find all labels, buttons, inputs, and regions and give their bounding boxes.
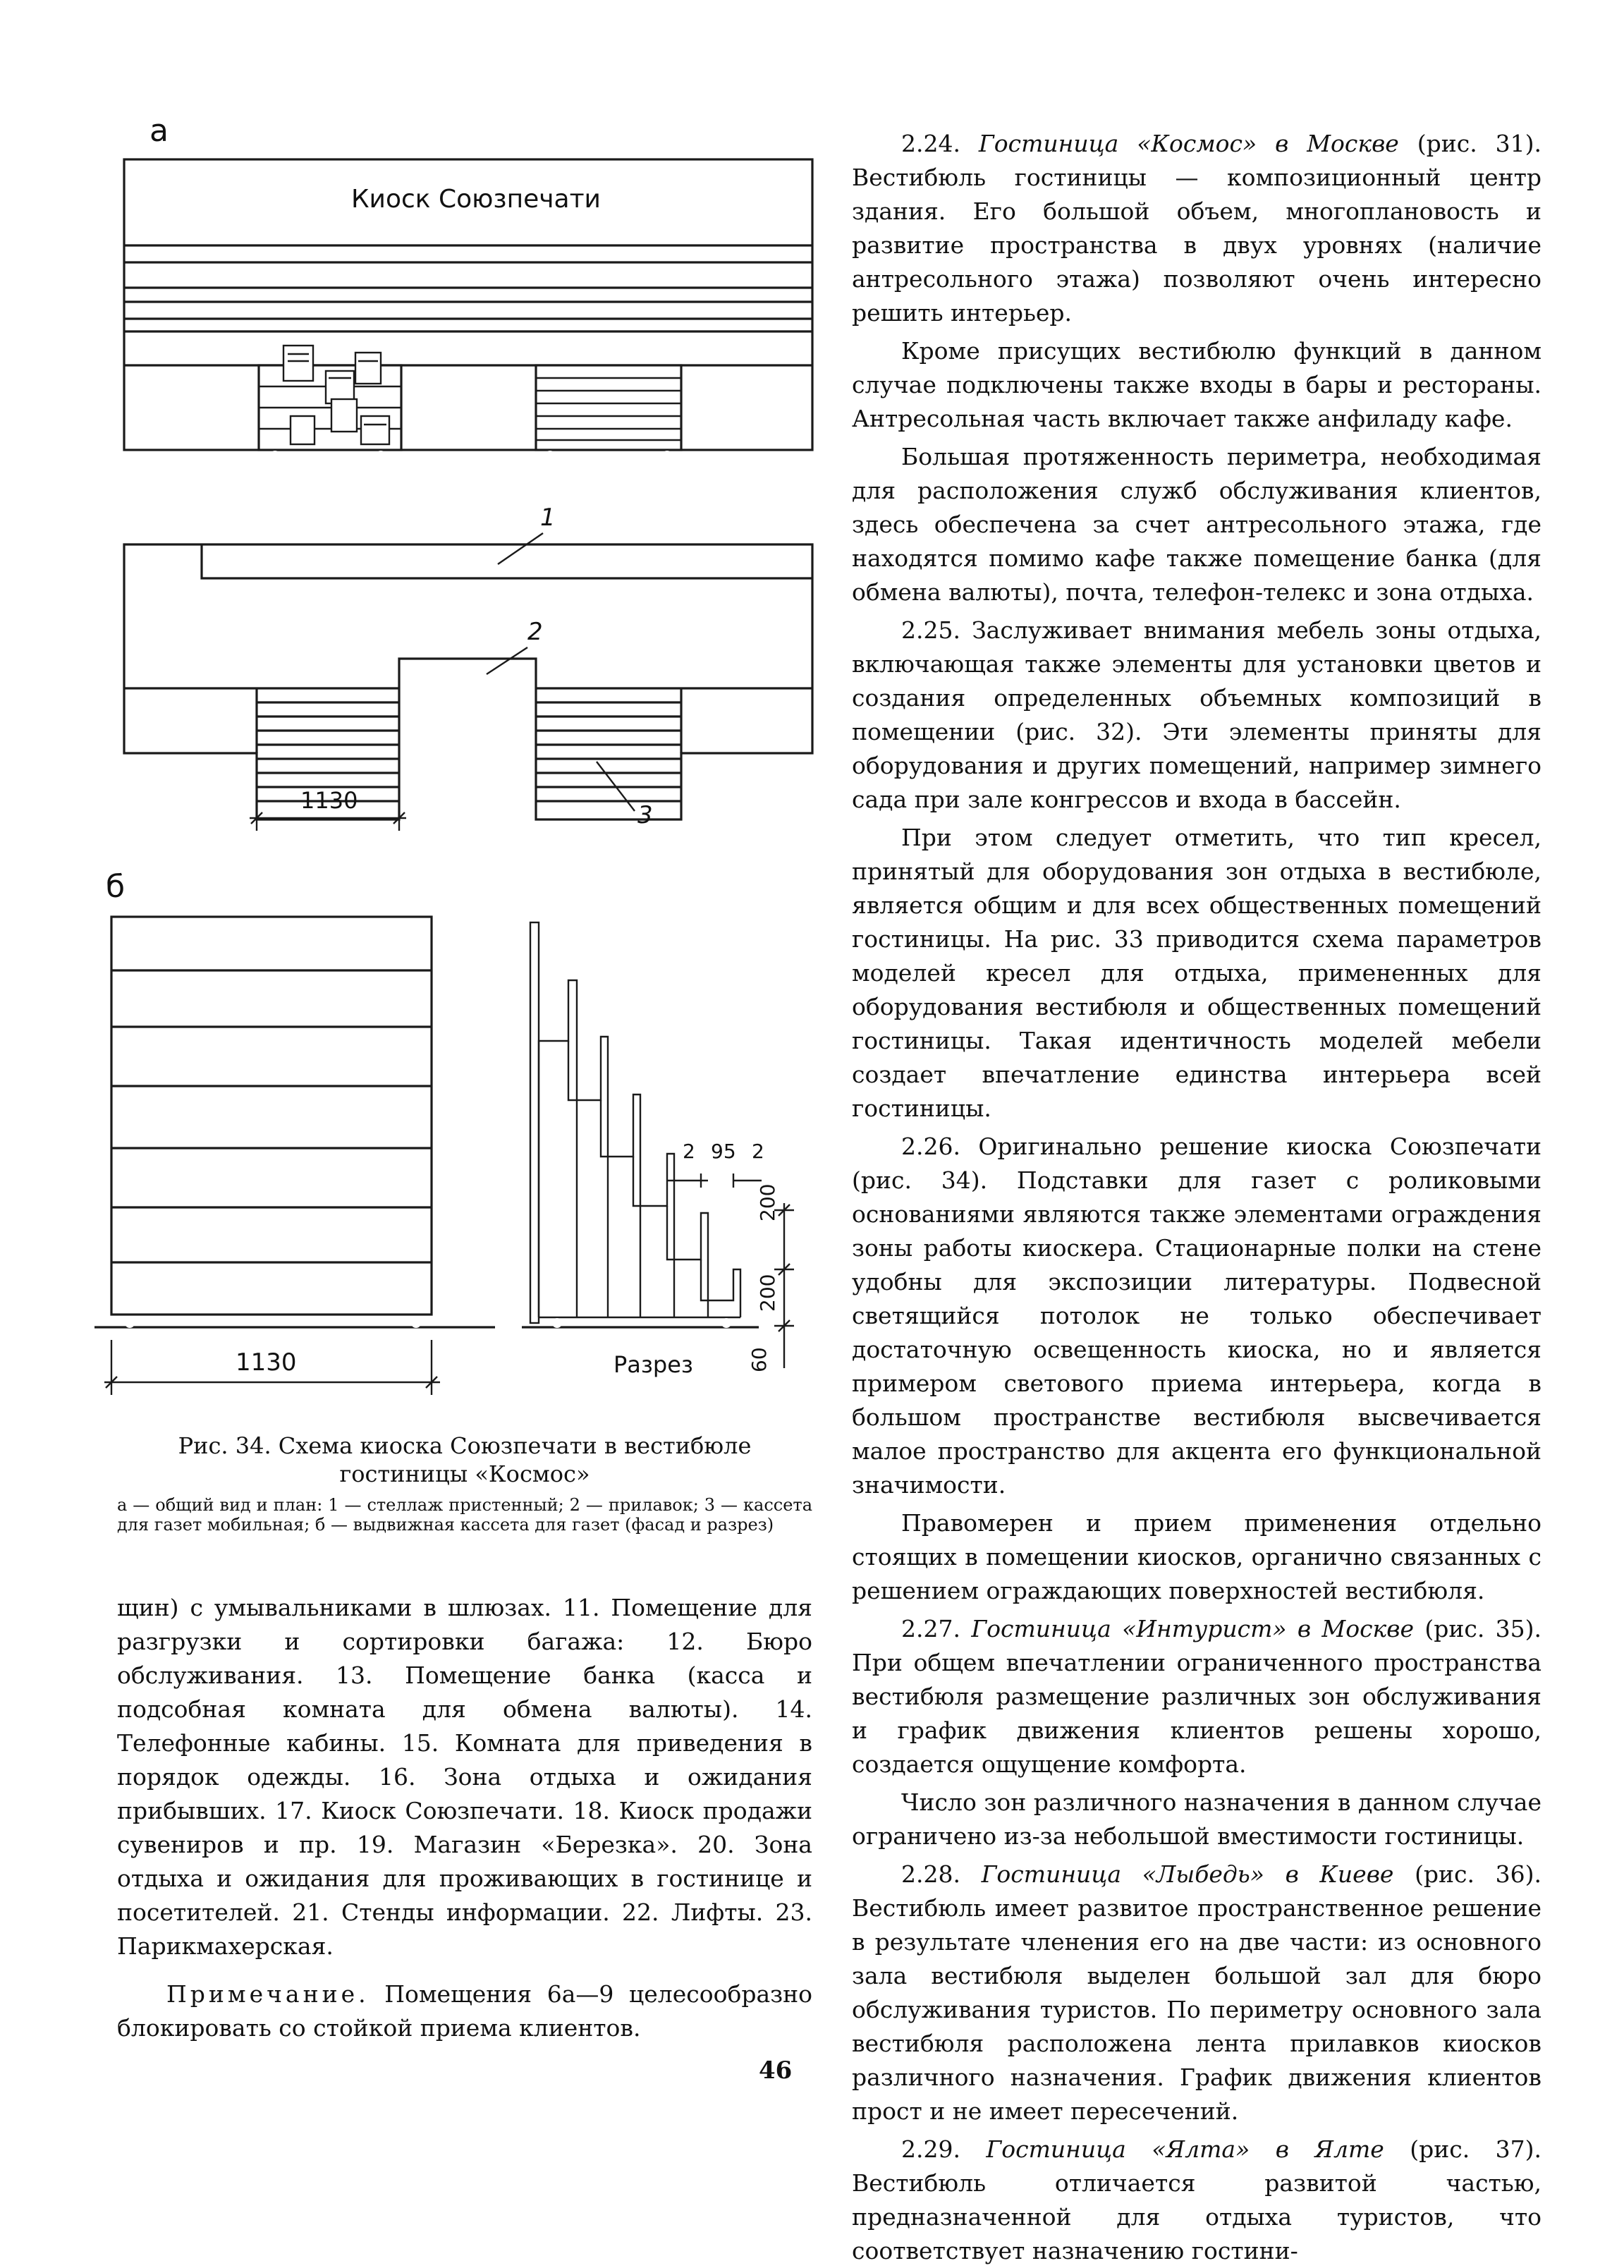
- paragraph: Правомерен и прием применения отдельно стоящих в помещении киосков, органично связанных с решением ограждающих поверхностей вестибюля.: [852, 1509, 1541, 1604]
- dimension-2-right: 2: [752, 1140, 764, 1163]
- section-2-25: [852, 614, 1541, 817]
- section-number: 2.28.: [901, 1860, 960, 1888]
- kiosk-plan: [124, 533, 812, 831]
- cassette-facade: [94, 917, 495, 1395]
- page-number: 46: [759, 2056, 793, 2085]
- section-2-24: [852, 127, 1541, 330]
- section-title: Гостиница «Интурист» в Москве: [971, 1615, 1415, 1642]
- subfigure-label-a: а: [149, 113, 169, 149]
- dimension-200-lower: 200: [756, 1274, 779, 1312]
- section-number: 2.26.: [901, 1133, 960, 1160]
- subfigure-label-b: б: [106, 869, 126, 905]
- leader-2: [487, 647, 527, 674]
- section-title: Гостиница «Ялта» в Ялте: [986, 2135, 1384, 2163]
- section-number: 2.29.: [901, 2135, 960, 2163]
- left-column: [117, 1591, 812, 2045]
- figure-caption: Рис. 34. Схема киоска Союзпечати в вестибюле гостиницы «Космос»: [178, 1432, 752, 1487]
- dimension-60: 60: [747, 1347, 771, 1372]
- section-2-27: [852, 1612, 1541, 1781]
- dimension-2-left: 2: [683, 1140, 695, 1163]
- callout-3: 3: [637, 801, 653, 829]
- dimension-95: 95: [711, 1140, 736, 1163]
- section-number: 2.27.: [901, 1615, 960, 1642]
- section-body: (рис. 36). Вестибюль имеет развитое пространственное решение в результате членения его на две части: из основного зала вестибюля выделен большой зал для бюро обслуживания туристов. По периметру основного зала вестибюля расположена лента прилавков киосков различного назначения. График движения клиентов прост и не имеет пересечений.: [852, 1860, 1541, 2125]
- callout-1: 1: [540, 504, 556, 532]
- section-label: Разрез: [613, 1351, 693, 1378]
- section-2-29: [852, 2133, 1541, 2268]
- callout-2: 2: [527, 618, 543, 646]
- paragraph: Кроме присущих вестибюлю функций в данном случае подключены также входы в бары и рестораны. Антресольная часть включает также анфиладу кафе.: [852, 337, 1541, 432]
- section-body: Заслуживает внимания мебель зоны отдыха, включающая также элементы для установки цветов и создания определенных объемных композиций в помещении (рис. 32). Эти элементы приняты для оборудования и других помещений, например зимнего сада при зале конгрессов и входа в бассейн.: [852, 616, 1541, 813]
- section-2-28: [852, 1858, 1541, 2128]
- section-title: Гостиница «Лыбедь» в Киеве: [981, 1860, 1394, 1888]
- right-column: [852, 127, 1541, 2268]
- note-text: Помещения 6а—9 целесообразно блокировать со стойкой приема клиентов.: [117, 1980, 812, 2042]
- newspaper-cassette-left: [259, 346, 401, 461]
- paragraph: При этом следует отметить, что тип кресел, принятый для оборудования зон отдыха в вестибюле, является общим и для всех общественных помещений гостиницы. На рис. 33 приводится схема параметров моделей кресел для отдыха, примененных для оборудования вестибюля и общественных помещений гостиницы. Такая идентичность моделей мебели создает впечатление единства интерьера всей гостиницы.: [852, 824, 1541, 1122]
- note-label: Примечание.: [166, 1980, 370, 2008]
- section-body: (рис. 35). При общем впечатлении ограниченного пространства вестибюля размещение различных зон обслуживания и график движения клиентов решены хорошо, создается ощущение комфорта.: [852, 1615, 1542, 1778]
- section-title: Гостиница «Космос» в Москве: [978, 130, 1399, 157]
- section-body: Оригинально решение киоска Союзпечати (рис. 34). Подставки для газет с роликовыми основаниями являются также элементами ограждения зоны работы киоскера. Стационарные полки на стене удобны для экспозиции литературы. Подвесной светящийся потолок не только обеспечивает достаточную освещенность киоска, но и является примером светового приема интерьера, когда в большом пространстве вестибюля высвечивается малое пространство для акцента его функциональной значимости.: [852, 1133, 1541, 1499]
- section-number: 2.24.: [901, 130, 960, 157]
- leader-1: [498, 533, 543, 564]
- section-2-26: [852, 1130, 1541, 1502]
- figure-legend: а — общий вид и план: 1 — стеллаж пристенный; 2 — прилавок; 3 — кассета для газет мобильная; б — выдвижная кассета для газет (фасад и разрез): [117, 1495, 812, 1535]
- kiosk-sign-text: Киоск Союзпечати: [351, 185, 601, 214]
- section-body: (рис. 31). Вестибюль гостиницы — композиционный центр здания. Его большой объем, многоплановость и развитие пространства в двух уровнях (наличие антресольного этажа) позволяют очень интересно решить интерьер.: [852, 130, 1541, 327]
- dimension-200-upper: 200: [756, 1183, 779, 1221]
- section-body: (рис. 37). Вестибюль отличается развитой частью, предназначенной для отдыха туристов, что соответствует назначению гостини-: [852, 2135, 1542, 2264]
- left-paragraph-rooms: щин) с умывальниками в шлюзах. 11. Помещение для разгрузки и сортировки багажа: 12. Бюро обслуживания. 13. Помещение банка (касса и подсобная комната для обмена валюты). 14. Телефонные кабины. 15. Комната для приведения в порядок одежды. 16. Зона отдыха и ожидания прибывших. 17. Киоск Союзпечати. 18. Киоск продажи сувениров и пр. 19. Магазин «Березка». 20. Зона отдыха и ожидания для проживающих в гостинице и посетителей. 21. Стенды информации. 22. Лифты. 23. Парикмахерская.: [117, 1594, 812, 1960]
- section-number: 2.25.: [901, 616, 960, 644]
- newspaper-cassette-right: [536, 365, 681, 461]
- paragraph: Большая протяженность периметра, необходимая для расположения служб обслуживания клиентов, здесь обеспечена за счет антресольного этажа, где находятся помимо кафе также помещение банка (для обмена валюты), почта, телефон-телекс и зона отдыха.: [852, 443, 1541, 606]
- wall-shelf-outline: [202, 544, 812, 578]
- dimension-plan-width: 1130: [300, 787, 358, 814]
- dimension-facade-width: 1130: [236, 1348, 297, 1377]
- paragraph: Число зон различного назначения в данном случае ограничено из-за небольшой вместимости гостиницы.: [852, 1788, 1541, 1850]
- note-paragraph: [117, 1977, 812, 2045]
